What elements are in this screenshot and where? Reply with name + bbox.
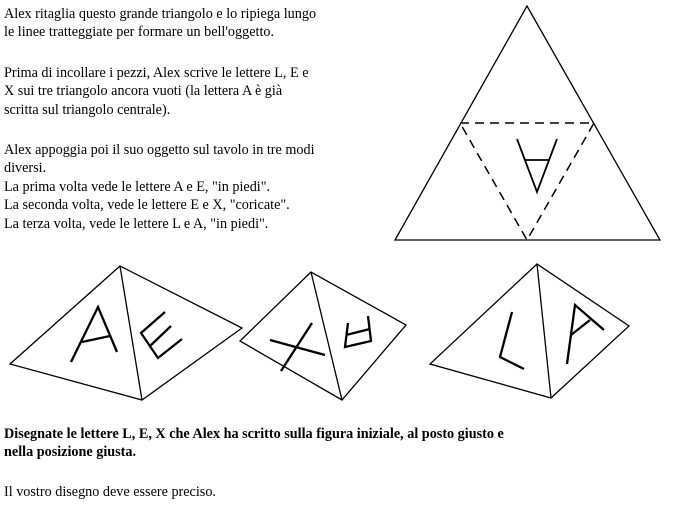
intro-line: Alex ritaglia questo grande triangolo e lo ripiega lungo	[4, 6, 317, 22]
task-line: nella posizione giusta.	[4, 444, 137, 461]
pyramid-view-3	[430, 264, 629, 398]
central-letter-a	[517, 139, 557, 192]
intro-line: scritta sul triangolo centrale).	[4, 101, 171, 118]
task-line: Disegnate le lettere L, E, X che Alex ha scritto sulla figura iniziale, al posto giusto e	[4, 426, 504, 442]
intro-line: Prima di incollare i pezzi, Alex scrive le lettere L, E e	[4, 65, 309, 81]
intro-paragraph-3	[4, 141, 368, 233]
pyramid-view-2	[240, 272, 406, 400]
pyramid-view-1	[10, 266, 242, 400]
letter-l-view-3	[500, 312, 524, 369]
letter-e-view-1	[141, 312, 182, 358]
intro-line: La prima volta vede le lettere A e E, "in piedi".	[4, 178, 271, 195]
intro-line: Alex appoggia poi il suo oggetto sul tavolo in tre modi	[4, 142, 315, 158]
intro-line: La terza volta, vede le lettere L e A, "in piedi".	[4, 215, 269, 232]
task-instruction	[4, 425, 636, 462]
pyramid-views	[0, 255, 681, 415]
intro-paragraph-2	[4, 64, 368, 119]
letter-a-view-1	[71, 307, 117, 362]
triangle-net-figure	[380, 0, 680, 250]
intro-line: le linee tratteggiate per formare un bell'oggetto.	[4, 24, 275, 41]
intro-line: diversi.	[4, 160, 47, 177]
letter-a-view-3	[567, 305, 604, 364]
precision-note: Il vostro disegno deve essere preciso.	[4, 484, 216, 500]
intro-line: La seconda volta, vede le lettere E e X, "coricate".	[4, 197, 290, 214]
fold-lines	[460, 123, 594, 240]
letter-e-view-2	[345, 316, 371, 347]
intro-paragraph-1	[4, 5, 368, 42]
intro-line: X sui tre triangolo ancora vuoti (la lettera A è già	[4, 83, 283, 100]
